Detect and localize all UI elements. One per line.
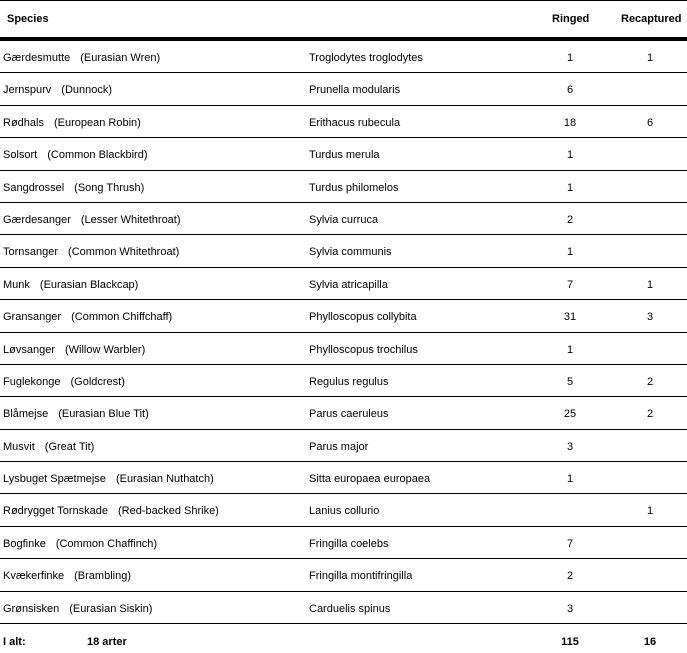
table-row [0, 430, 687, 462]
danish-name: Kvækerfinke [3, 570, 65, 583]
table-row [0, 73, 687, 105]
danish-name: Blåmejse [3, 408, 49, 421]
english-name: (Eurasian Blue Tit) [58, 408, 149, 421]
english-name: (Common Chiffchaff) [71, 311, 173, 324]
scientific-name: Carduelis spinus [309, 602, 391, 615]
table-body [0, 41, 687, 624]
ringed-count: 7 [566, 278, 574, 291]
table-row [0, 592, 687, 624]
danish-name: Gransanger [3, 311, 62, 324]
english-name: (Common Chaffinch) [55, 537, 158, 550]
table-footer [0, 627, 687, 653]
ringed-count: 1 [566, 181, 574, 194]
species-name [3, 570, 131, 582]
english-name: (European Robin) [53, 116, 141, 129]
species-name [3, 441, 94, 453]
danish-name: Rødrygget Tornskade [3, 505, 108, 518]
danish-name: Jernspurv [3, 84, 52, 97]
english-name: (Eurasian Blackcap) [39, 278, 139, 291]
footer-species-count: 18 arter [87, 636, 127, 648]
table-row [0, 268, 687, 300]
scientific-name: Phylloscopus trochilus [309, 343, 418, 356]
species-name [3, 214, 181, 226]
species-name [3, 408, 149, 420]
table-row [0, 41, 687, 73]
danish-name: Bogfinke [3, 537, 46, 550]
table-row [0, 333, 687, 365]
table-row [0, 203, 687, 235]
danish-name: Fuglekonge [3, 375, 61, 388]
danish-name: Løvsanger [3, 343, 55, 356]
scientific-name: Sylvia atricapilla [309, 278, 388, 291]
english-name: (Eurasian Nuthatch) [115, 473, 214, 486]
english-name: (Red-backed Shrike) [117, 505, 219, 518]
table-row [0, 494, 687, 526]
english-name: (Eurasian Wren) [80, 52, 161, 64]
ringed-count: 6 [566, 84, 574, 97]
danish-name: Solsort [3, 149, 38, 162]
recaptured-count: 1 [646, 278, 654, 291]
english-name: (Willow Warbler) [64, 343, 146, 356]
scientific-name: Troglodytes troglodytes [309, 52, 423, 64]
ringed-count: 1 [566, 343, 574, 356]
scientific-name: Turdus merula [309, 149, 380, 162]
ringed-count: 1 [566, 52, 574, 64]
english-name: (Lesser Whitethroat) [80, 213, 181, 226]
species-name [3, 84, 112, 96]
ringed-count: 1 [566, 149, 574, 162]
danish-name: Sangdrossel [3, 181, 65, 194]
table-row [0, 171, 687, 203]
scientific-name: Turdus philomelos [309, 181, 399, 194]
species-name [3, 279, 138, 291]
species-name [3, 311, 172, 323]
table-row [0, 138, 687, 170]
ringed-count: 7 [566, 537, 574, 550]
species-name [3, 117, 141, 129]
danish-name: Grønsisken [3, 602, 60, 615]
ringed-count: 3 [566, 440, 574, 453]
ringed-count: 18 [563, 116, 577, 129]
recaptured-count: 2 [646, 408, 654, 421]
scientific-name: Lanius collurio [309, 505, 380, 518]
ringed-count: 1 [566, 473, 574, 486]
species-name [3, 246, 179, 258]
danish-name: Gærdesmutte [3, 52, 71, 64]
recaptured-count: 3 [646, 311, 654, 324]
scientific-name: Sylvia communis [309, 246, 392, 259]
scientific-name: Fringilla coelebs [309, 537, 389, 550]
recaptured-count: 1 [646, 52, 654, 64]
english-name: (Brambling) [74, 570, 131, 583]
header-species: Species [7, 13, 49, 25]
ringed-count: 2 [566, 213, 574, 226]
scientific-name: Phylloscopus collybita [309, 311, 417, 324]
species-name [3, 538, 157, 550]
english-name: (Dunnock) [61, 84, 113, 97]
english-name: (Goldcrest) [70, 375, 125, 388]
species-name [3, 603, 152, 615]
ringed-count: 1 [566, 246, 574, 259]
recaptured-count: 1 [646, 505, 654, 518]
table-row [0, 527, 687, 559]
scientific-name: Regulus regulus [309, 375, 389, 388]
english-name: (Great Tit) [44, 440, 95, 453]
recaptured-count: 2 [646, 375, 654, 388]
scientific-name: Sylvia curruca [309, 213, 379, 226]
header-recaptured: Recaptured [621, 13, 682, 25]
table-row [0, 235, 687, 267]
table-row [0, 462, 687, 494]
recaptured-count: 6 [646, 116, 654, 129]
danish-name: Musvit [3, 440, 35, 453]
table-row [0, 397, 687, 429]
ringed-count: 25 [563, 408, 577, 421]
table-header [0, 0, 687, 38]
table-row [0, 300, 687, 332]
scientific-name: Fringilla montifringilla [309, 570, 413, 583]
scientific-name: Parus caeruleus [309, 408, 389, 421]
scientific-name: Sitta europaea europaea [309, 473, 431, 486]
danish-name: Rødhals [3, 116, 44, 129]
english-name: (Common Blackbird) [47, 149, 148, 162]
english-name: (Song Thrush) [74, 181, 145, 194]
ringed-count: 3 [566, 602, 574, 615]
scientific-name: Parus major [309, 440, 369, 453]
danish-name: Lysbuget Spætmejse [3, 473, 106, 486]
english-name: (Common Whitethroat) [68, 246, 180, 259]
footer-ringed-total: 115 [561, 636, 579, 648]
scientific-name: Prunella modularis [309, 84, 401, 97]
ringed-count: 31 [563, 311, 577, 324]
danish-name: Tornsanger [3, 246, 59, 259]
ringed-count: 2 [566, 570, 574, 583]
danish-name: Gærdesanger [3, 213, 71, 226]
english-name: (Eurasian Siskin) [69, 602, 153, 615]
ringed-count: 5 [566, 375, 574, 388]
footer-recaptured-total: 16 [643, 636, 657, 648]
table-row [0, 559, 687, 591]
species-name [3, 344, 145, 356]
scientific-name: Erithacus rubecula [309, 116, 401, 129]
species-name [3, 149, 148, 161]
species-name [3, 473, 214, 485]
table-row [0, 106, 687, 138]
species-name [3, 52, 160, 64]
species-name [3, 182, 144, 194]
footer-label: I alt: [3, 636, 26, 648]
header-ringed: Ringed [552, 13, 590, 25]
species-name [3, 376, 125, 388]
danish-name: Munk [3, 278, 30, 291]
species-name [3, 505, 219, 517]
table-row [0, 365, 687, 397]
